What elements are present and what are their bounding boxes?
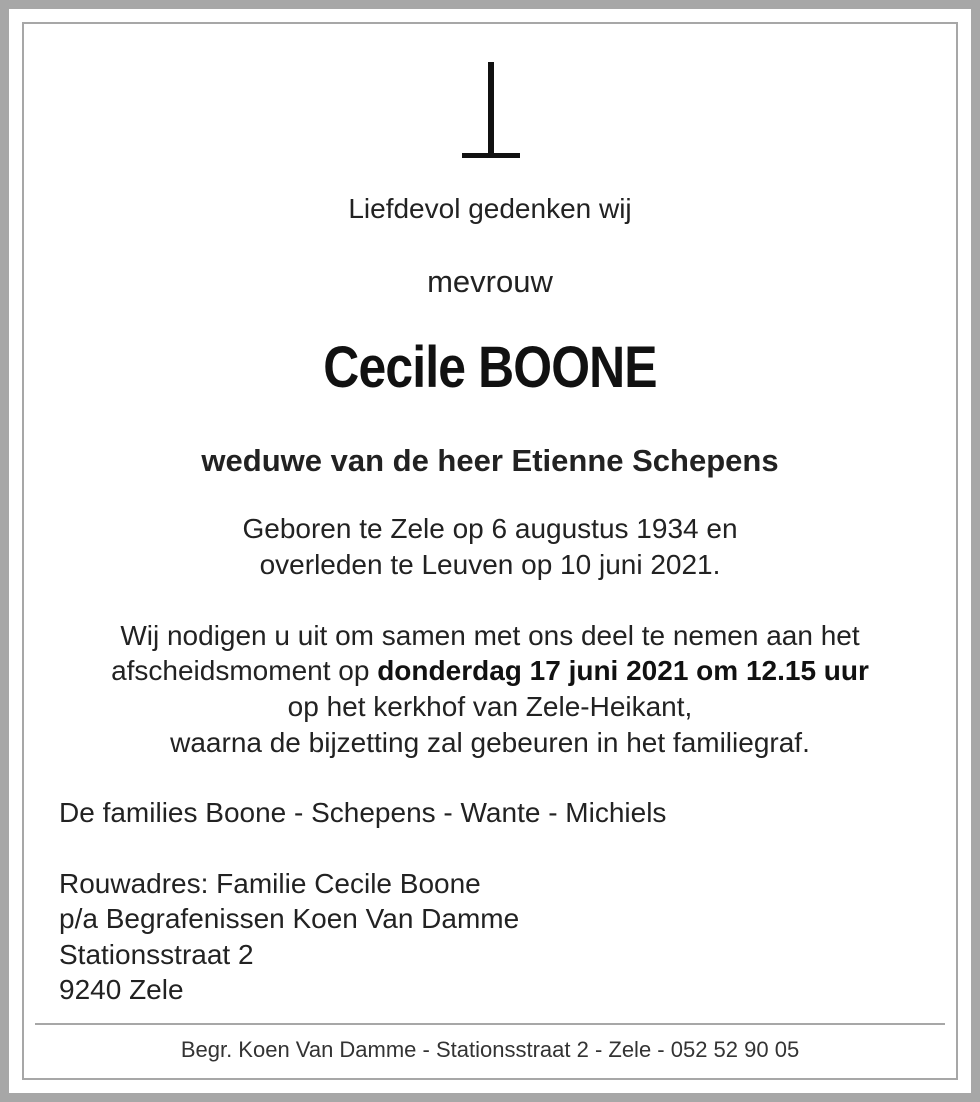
birth-line-1: Geboren te Zele op 6 augustus 1934 en: [242, 513, 738, 544]
cross-horizontal-bar: [462, 153, 520, 158]
deceased-name: Cecile BOONE: [323, 335, 657, 400]
invitation-line-2-prefix: afscheidsmoment op: [111, 655, 378, 686]
spouse-line: weduwe van de heer Etienne Schepens: [201, 443, 779, 478]
footer-divider: [35, 1023, 945, 1025]
families-line: De families Boone - Schepens - Wante - Michiels: [59, 797, 667, 828]
invitation-line-3: op het kerkhof van Zele-Heikant,: [287, 691, 693, 722]
ceremony-date-time: donderdag 17 juni 2021 om 12.15 uur: [377, 655, 869, 686]
invitation-line-2: [0, 653, 980, 688]
intro-text: Liefdevol gedenken wij: [348, 193, 632, 224]
honorific-title: mevrouw: [427, 264, 553, 299]
address-line-2: p/a Begrafenissen Koen Van Damme: [59, 903, 520, 934]
funeral-home-footer: Begr. Koen Van Damme - Stationsstraat 2 - Zele - 052 52 90 05: [180, 1037, 800, 1062]
birth-line-2: overleden te Leuven op 10 juni 2021.: [259, 549, 721, 580]
cross-vertical-bar: [488, 62, 494, 158]
address-line-4: 9240 Zele: [59, 974, 184, 1005]
address-line-3: Stationsstraat 2: [59, 939, 254, 970]
latin-cross-icon: [462, 62, 520, 158]
invitation-line-1: Wij nodigen u uit om samen met ons deel te nemen aan het: [120, 620, 860, 651]
address-line-1: Rouwadres: Familie Cecile Boone: [59, 868, 481, 899]
invitation-line-4: waarna de bijzetting zal gebeuren in het familiegraf.: [170, 727, 810, 758]
